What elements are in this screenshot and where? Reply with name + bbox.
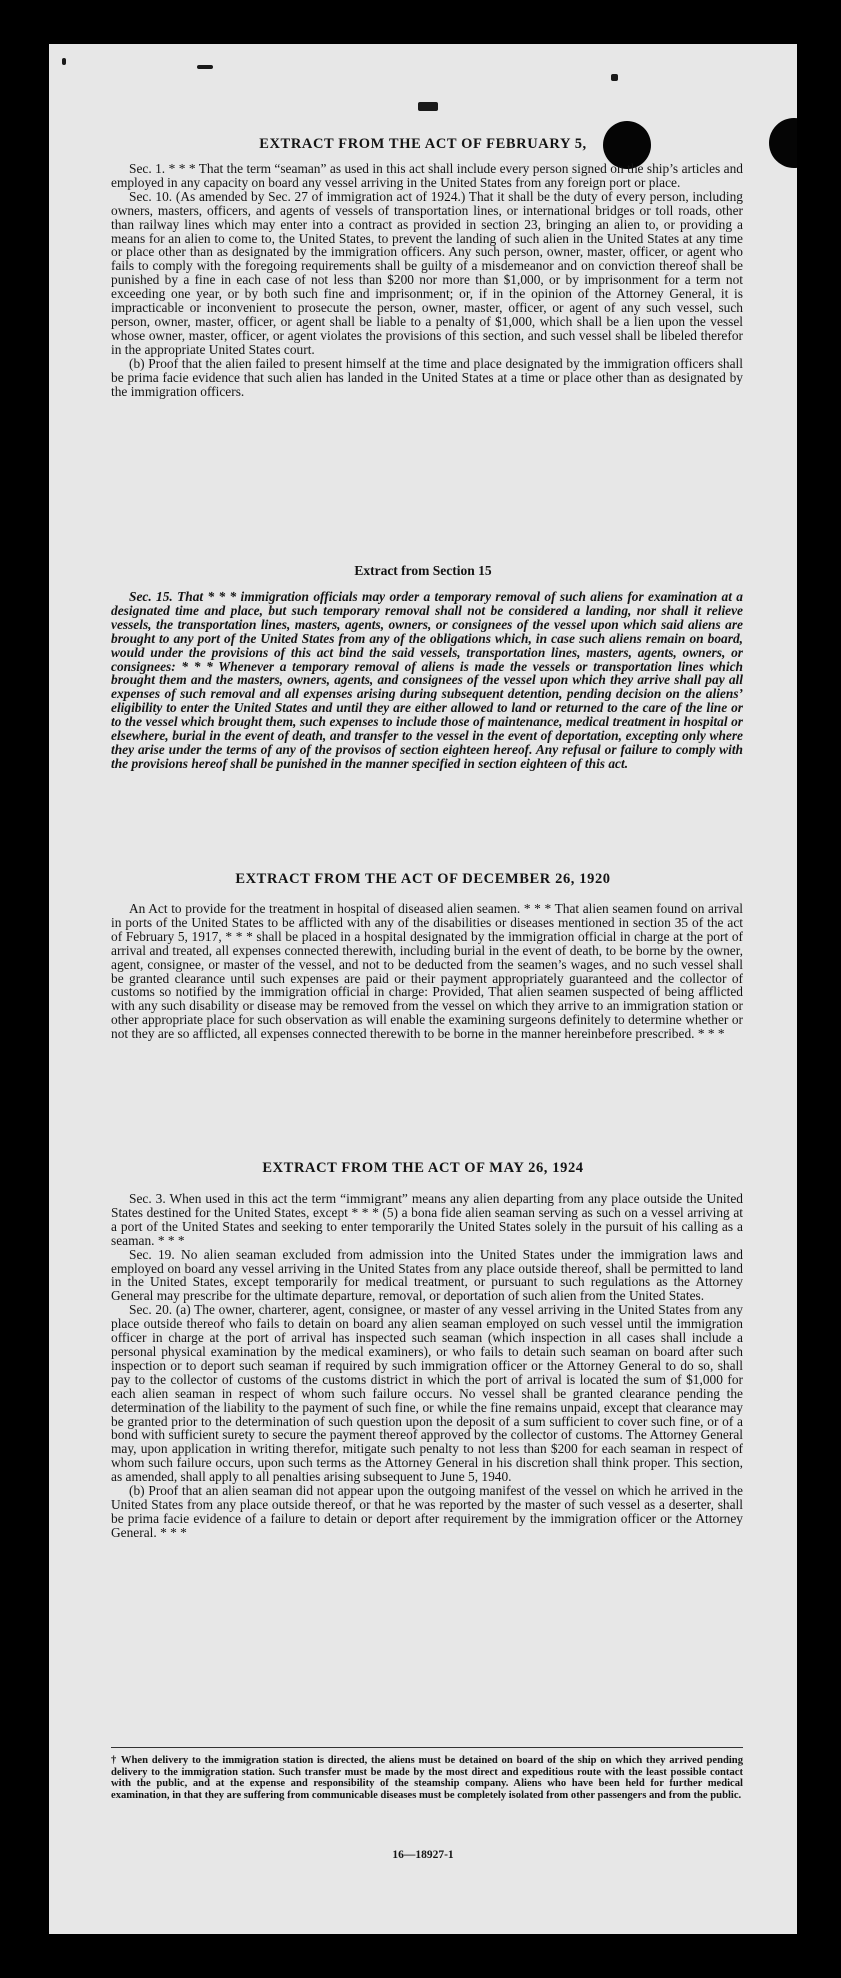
footnote: † When delivery to the immigration station is directed, the aliens must be detained on board of the ship on which they arrived pending delivery to the immigration station. Such transfer must be made by the most direct and expeditious route with the least possible contact with the public, and at the expense and responsibility of the steamship company. Aliens who have been held for further medical examination, in that they are suffering from communicable diseases must be completely isolated from other passengers and from the public. xyxy=(111,1755,743,1801)
heading-section-15: Extract from Section 15 xyxy=(354,563,492,578)
act-1920-text: An Act to provide for the treatment in hospital of diseased alien seamen. * * * That alien seamen found on arrival in ports of the United States to be afflicted with any of the disabilities or diseases mentioned in section 35 of the act of February 5, 1917, * * * shall be placed in a hospital designated by the immigration official in charge at the port of arrival and treated, all expenses connected therewith, including burial in the event of death, to be borne by the owner, agent, consignee, or master of the vessel, and not to be deducted from the seamen’s wages, and no such vessel shall be granted clearance until such expenses are paid or their payment appropriately guaranteed and the collector of customs so notified by the immigration official in charge: Provided, That alien seamen suspected of being afflicted with any such disability or disease may be removed from the vessel on which they arrive to an immigration station or other appropriate place for such observation as will enable the examining surgeons definitely to determine whether or not they are so afflicted, all expenses connected therewith to be borne in the manner hereinbefore prescribed. * * * xyxy=(111,901,743,1042)
section-1-text: Sec. 1. * * * That the term “seaman” as used in this act shall include every person signed on the ship’s articles and employed in any capacity on board any vessel arriving in the United States from any foreign port or place. xyxy=(111,161,743,190)
block-act-1917 xyxy=(111,162,743,398)
ink-speck xyxy=(611,74,618,81)
form-number: 16—18927-1 xyxy=(392,1849,454,1861)
section-10b-text: (b) Proof that the alien failed to present himself at the time and place designated by the immigration officers shall be prima facie evidence that such alien has landed in the United States at a time or place other than as designated by the immigration officers. xyxy=(111,355,743,399)
section-19-text: Sec. 19. No alien seaman excluded from admission into the United States under the immigration laws and employed on board any vessel arriving in the United States from any place outside thereof, shall be permitted to land in the United States, except temporarily for medical treatment, or pursuant to such regulations as the Attorney General may prescribe for the ultimate departure, removal, or deportation of such alien from the United States. xyxy=(111,1246,743,1304)
section-3-text: Sec. 3. When used in this act the term “immigrant” means any alien departing from any place outside the United States destined for the United States, except * * * (5) a bona fide alien seaman serving as such on a vessel arriving at a port of the United States and seeking to enter temporarily the United States solely in the pursuit of his calling as a seaman. * * * xyxy=(111,1191,743,1248)
ink-speck xyxy=(418,102,438,111)
ink-speck xyxy=(62,58,66,65)
heading-act-dec-1920: EXTRACT FROM THE ACT OF DECEMBER 26, 1920 xyxy=(235,871,611,887)
block-section-15 xyxy=(111,590,743,771)
section-20b-text: (b) Proof that an alien seaman did not appear upon the outgoing manifest of the vessel on which he arrived in the United States from any place outside thereof, or that he was reported by the master of such vessel as a deserter, shall be prima facie evidence of a failure to detain or deport after requirement by the immigration officer or the Attorney General. * * * xyxy=(111,1483,743,1540)
section-10-text: Sec. 10. (As amended by Sec. 27 of immigration act of 1924.) That it shall be the duty of every person, including owners, masters, officers, and agents of vessels of transportation lines, or international bridges or toll roads, other than railway lines which may enter into a contract as provided in section 23, bringing an alien to, or providing a means for an alien to come to, the United States, to prevent the landing of such alien in the United States at any time or place other than as designated by the immigration officers. Any such person, owner, master, officer, or agent who fails to comply with the foregoing requirements shall be guilty of a misdemeanor and on conviction thereof shall be punished by a fine in each case of not less than $200 nor more than $1,000, or by imprisonment for a term not exceeding one year, or by both such fine and imprisonment; or, if in the opinion of the Attorney General, it is impracticable or inconvenient to prosecute the person, owner, master, officer, or agent of any such vessel, such person, owner, master, officer, or agent shall be liable to a penalty of $1,000, which shall be a lien upon the vessel whose owner, master, officer, or agent violates the provisions of this section, and such vessel shall be libeled therefor in the appropriate United States court. xyxy=(111,188,743,357)
heading-act-may-1924: EXTRACT FROM THE ACT OF MAY 26, 1924 xyxy=(262,1160,584,1176)
heading-act-feb-1917: EXTRACT FROM THE ACT OF FEBRUARY 5, xyxy=(259,136,587,152)
footnote-divider xyxy=(111,1747,743,1748)
block-act-1920 xyxy=(111,902,743,1041)
block-act-1924 xyxy=(111,1192,743,1540)
section-20-text: Sec. 20. (a) The owner, charterer, agent, consignee, or master of any vessel arriving in the United States from any place outside thereof who fails to detain on board any alien seaman employed on such vessel until the immigration officer in charge at the port of arrival has inspected such seaman (which inspection in all cases shall include a personal physical examination by the medical examiners), or who fails to detain such seaman on board after such inspection or to deport such seaman if required by such immigration officer or the Attorney General to do so, shall pay to the collector of customs of the customs district in which the port of arrival is located the sum of $1,000 for each alien seaman in respect of whom such failure occurs. No vessel shall be granted clearance pending the determination of the liability to the payment of such fine, or while the fine remains unpaid, except that clearance may be granted prior to the determination of such question upon the deposit of a sum sufficient to cover such fine, or of a bond with sufficient surety to secure the payment thereof approved by the collector of customs. The Attorney General may, upon application in writing therefor, mitigate such penalty to not less than $200 for each seaman in respect of whom such failure occurs, upon such terms as the Attorney General in his discretion shall think proper. This section, as amended, shall apply to all penalties arising subsequent to June 5, 1940. xyxy=(111,1302,743,1485)
ink-speck xyxy=(197,65,213,69)
section-15-text: Sec. 15. That * * * immigration officials may order a temporary removal of such aliens for examination at a designated time and place, but such temporary removal shall not be considered a landing, nor shall it relieve vessels, the transportation lines, masters, agents, owners, or consignees of the vessel upon which said aliens are brought to any port of the United States from any of the obligations which, in case such aliens remain on board, would under the provisions of this act bind the said vessels, transportation lines, masters, agents, owners, or consignees: * * * Whenever a temporary removal of aliens is made the vessels or transportation lines which brought them and the masters, owners, agents, and consignees of the vessel upon which they arrive shall pay all expenses of such removal and all expenses arising during subsequent detention, pending decision on the aliens’ eligibility to enter the United States and until they are either allowed to land or returned to the care of the line or to the vessel which brought them, such expenses to include those of maintenance, medical treatment in hospital or elsewhere, burial in the event of death, and transfer to the vessel in the event of deportation, excepting only where they arise under the terms of any of the provisos of section eighteen hereof. Any refusal or failure to comply with the provisions hereof shall be punished in the manner specified in section eighteen of this act. xyxy=(111,589,743,771)
document-page xyxy=(49,44,797,1934)
